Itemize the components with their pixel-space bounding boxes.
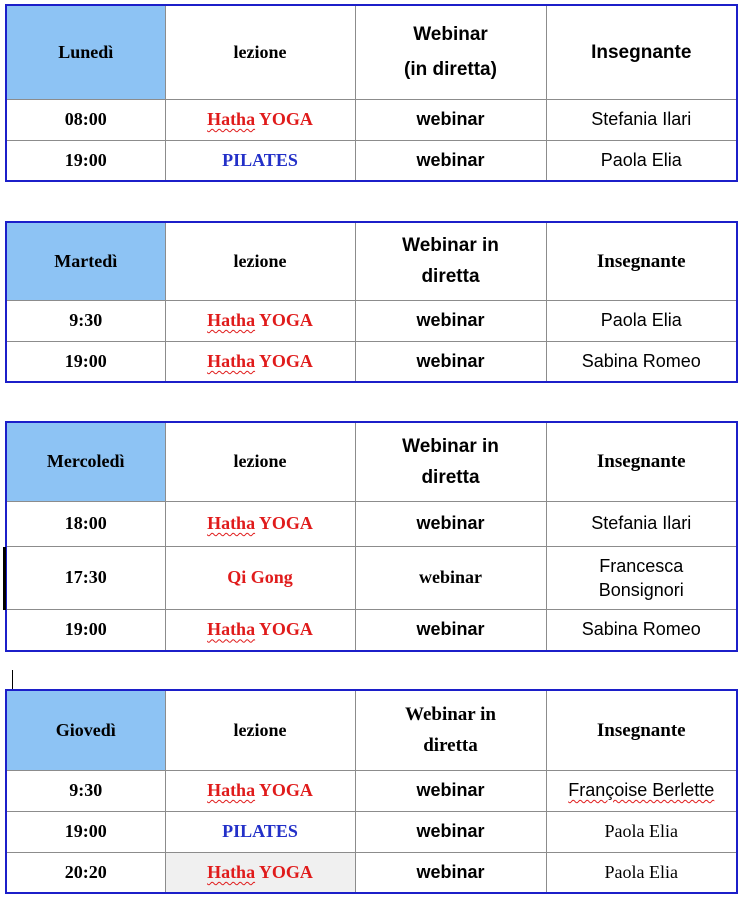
lesson-word-hatha: Hatha	[207, 619, 256, 640]
time-cell: 17:30	[6, 546, 165, 609]
schedule-table-wednesday	[5, 421, 738, 652]
webinar-header	[355, 5, 546, 99]
lesson-header	[165, 690, 355, 770]
teacher-name-line1: Francesca	[599, 555, 684, 576]
lesson-word-hatha: Hatha	[207, 310, 256, 330]
teacher-cell	[546, 770, 737, 811]
row-left-border	[3, 547, 6, 610]
webinar-header	[355, 222, 546, 300]
time-cell: 9:30	[6, 770, 165, 811]
day-cell	[6, 222, 165, 300]
lesson-word-hatha: Hatha	[207, 780, 256, 800]
time-cell: 20:20	[6, 852, 165, 893]
day-label: Mercoledì	[46, 451, 125, 472]
webinar-header-line2: diretta	[421, 266, 480, 288]
lesson-cell	[165, 609, 355, 651]
lesson-cell	[165, 770, 355, 811]
mode-cell: webinar	[355, 140, 546, 181]
lesson-cell	[165, 852, 355, 893]
table-row	[6, 501, 737, 546]
webinar-header-line1: Webinar in	[402, 435, 499, 457]
time-cell: 18:00	[6, 501, 165, 546]
teacher-header	[546, 5, 737, 99]
table-row	[6, 609, 737, 651]
teacher-header-label: Insegnante	[596, 451, 686, 473]
lesson-header	[165, 222, 355, 300]
table-row	[6, 770, 737, 811]
table-header-row	[6, 222, 737, 300]
lesson-cell	[165, 546, 355, 609]
lesson-word-hatha: Hatha	[207, 861, 256, 882]
teacher-name-line2: Bonsignori	[598, 579, 684, 600]
teacher-header	[546, 690, 737, 770]
lesson-word-hatha: Hatha	[207, 109, 256, 129]
teacher-cell: Sabina Romeo	[546, 341, 737, 382]
webinar-header	[355, 422, 546, 501]
lesson-pilates: PILATES	[222, 821, 298, 841]
lesson-cell	[165, 501, 355, 546]
mode-cell: webinar	[355, 609, 546, 651]
lesson-qi-gong: Qi Gong	[227, 567, 293, 587]
table-row	[6, 140, 737, 181]
day-cell	[6, 690, 165, 770]
teacher-header-label: Insegnante	[596, 250, 686, 272]
table-row	[6, 811, 737, 852]
mode-cell: webinar	[355, 811, 546, 852]
lesson-word-yoga: YOGA	[258, 310, 313, 330]
day-label: Martedì	[54, 250, 118, 271]
teacher-cell: Stefania Ilari	[546, 99, 737, 140]
teacher-header	[546, 422, 737, 501]
webinar-header	[355, 690, 546, 770]
time-cell: 19:00	[6, 609, 165, 651]
lesson-hatha-yoga	[207, 310, 313, 330]
lesson-header-label: lezione	[233, 41, 287, 62]
mode-cell: webinar	[355, 501, 546, 546]
webinar-header-line2: (in diretta)	[404, 59, 497, 81]
schedule-table-monday	[5, 4, 738, 182]
table-header-row	[6, 690, 737, 770]
lesson-hatha-yoga	[207, 109, 313, 129]
lesson-header	[165, 422, 355, 501]
mode-cell: webinar	[355, 99, 546, 140]
day-cell	[6, 5, 165, 99]
time-cell: 19:00	[6, 811, 165, 852]
lesson-header-label: lezione	[233, 451, 287, 472]
time-cell: 19:00	[6, 140, 165, 181]
mode-cell: webinar	[355, 546, 546, 609]
day-label: Lunedì	[58, 41, 114, 62]
lesson-cell	[165, 811, 355, 852]
lesson-word-yoga: YOGA	[258, 513, 313, 533]
teacher-header	[546, 222, 737, 300]
teacher-cell	[546, 546, 737, 609]
teacher-cell: Paola Elia	[546, 852, 737, 893]
lesson-header	[165, 5, 355, 99]
webinar-header-line1: Webinar in	[402, 235, 499, 257]
webinar-header-line1: Webinar in	[405, 704, 496, 726]
teacher-cell: Paola Elia	[546, 811, 737, 852]
lesson-hatha-yoga	[207, 513, 313, 533]
webinar-header-line1: Webinar	[413, 24, 488, 46]
teacher-cell: Paola Elia	[546, 300, 737, 341]
mode-cell: webinar	[355, 300, 546, 341]
time-cell: 19:00	[6, 341, 165, 382]
table-row	[6, 99, 737, 140]
lesson-cell	[165, 341, 355, 382]
table-row	[6, 852, 737, 893]
lesson-hatha-yoga	[207, 619, 313, 639]
day-label: Giovedì	[55, 719, 116, 740]
lesson-word-yoga: YOGA	[258, 109, 313, 129]
schedule-table-thursday	[5, 689, 738, 894]
table-header-row	[6, 5, 737, 99]
time-cell: 9:30	[6, 300, 165, 341]
time-cell: 08:00	[6, 99, 165, 140]
lesson-pilates: PILATES	[222, 149, 298, 170]
mode-cell: webinar	[355, 341, 546, 382]
lesson-cell	[165, 300, 355, 341]
teacher-cell: Sabina Romeo	[546, 609, 737, 651]
lesson-word-hatha: Hatha	[207, 513, 256, 533]
lesson-word-yoga: YOGA	[258, 861, 313, 882]
lesson-word-yoga: YOGA	[258, 619, 313, 640]
webinar-header-line2: diretta	[421, 466, 480, 488]
lesson-header-label: lezione	[233, 719, 287, 740]
lesson-cell	[165, 99, 355, 140]
lesson-word-yoga: YOGA	[258, 350, 313, 371]
teacher-name: Françoise Berlette	[568, 780, 715, 800]
mode-cell: webinar	[355, 852, 546, 893]
lesson-hatha-yoga	[207, 862, 313, 882]
lesson-hatha-yoga	[207, 780, 313, 800]
teacher-header-label: Insegnante	[591, 41, 692, 63]
schedule-table-tuesday	[5, 221, 738, 383]
table-row	[6, 341, 737, 382]
table-row	[6, 300, 737, 341]
table-header-row	[6, 422, 737, 501]
webinar-header-line2: diretta	[423, 735, 478, 757]
lesson-word-hatha: Hatha	[207, 350, 256, 371]
teacher-cell: Stefania Ilari	[546, 501, 737, 546]
mode-cell: webinar	[355, 770, 546, 811]
text-cursor	[12, 670, 13, 690]
table-row	[6, 546, 737, 609]
day-cell	[6, 422, 165, 501]
lesson-header-label: lezione	[233, 250, 287, 271]
lesson-hatha-yoga	[207, 351, 313, 371]
teacher-cell: Paola Elia	[546, 140, 737, 181]
lesson-word-yoga: YOGA	[258, 780, 313, 800]
lesson-cell	[165, 140, 355, 181]
teacher-header-label: Insegnante	[596, 719, 686, 741]
